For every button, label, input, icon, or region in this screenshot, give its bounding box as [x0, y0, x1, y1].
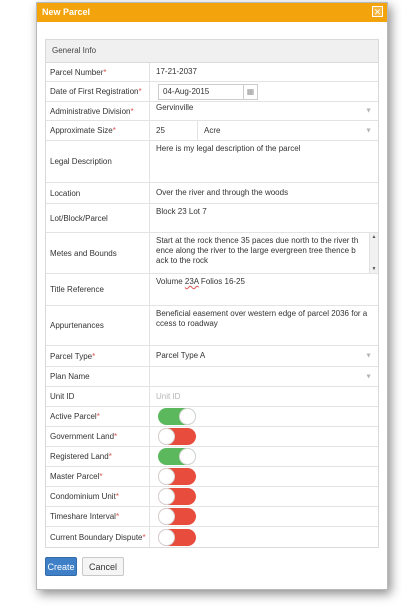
create-button[interactable]: Create	[45, 557, 77, 576]
toggle-cell	[150, 487, 378, 506]
appurtenances-label: Appurtenances	[46, 306, 150, 345]
first-registration-field	[150, 82, 378, 101]
parcel-number-input[interactable]: 17-21-2037	[156, 67, 197, 76]
toggle-label: Government Land *	[46, 427, 150, 446]
toggle-label: Timeshare Interval *	[46, 507, 150, 526]
registered-land-toggle[interactable]	[158, 448, 196, 465]
chevron-down-icon: ▼	[365, 352, 372, 360]
close-icon[interactable]: ✕	[373, 7, 382, 17]
approx-size-label: Approximate Size *	[46, 121, 150, 140]
plan-name-label: Plan Name	[46, 367, 150, 386]
metes-bounds-row	[46, 233, 378, 274]
toggle-label: Registered Land *	[46, 447, 150, 466]
toggle-row-government-land	[46, 427, 378, 447]
approx-size-field	[150, 121, 378, 140]
toggle-label: Current Boundary Dispute *	[46, 527, 150, 547]
chevron-down-icon: ▼	[365, 373, 372, 380]
spellcheck-mark: 23A	[184, 277, 199, 286]
admin-division-select[interactable]: Gervinville ▼	[156, 103, 372, 115]
admin-division-row	[46, 102, 378, 121]
parcel-number-label: Parcel Number *	[46, 63, 150, 81]
scroll-down-icon[interactable]: ▼	[371, 266, 377, 272]
toggle-cell	[150, 407, 378, 426]
approx-size-input[interactable]: 25	[150, 121, 198, 140]
first-registration-label: Date of First Registration *	[46, 82, 150, 101]
timeshare-interval-toggle[interactable]	[158, 508, 196, 525]
location-label: Location	[46, 183, 150, 203]
size-unit-select[interactable]: Acre ▼	[204, 125, 372, 135]
toggle-row-timeshare-interval	[46, 507, 378, 527]
parcel-type-row	[46, 346, 378, 367]
calendar-icon[interactable]: ▦	[244, 84, 258, 100]
unit-id-input[interactable]: Unit ID	[156, 391, 181, 401]
unit-id-label: Unit ID	[46, 387, 150, 406]
toggle-cell	[150, 527, 378, 547]
parcel-number-row	[46, 63, 378, 82]
toggle-list	[46, 407, 378, 547]
lot-block-parcel-label: Lot/Block/Parcel	[46, 204, 150, 232]
toggle-knob	[158, 529, 175, 546]
metes-bounds-textarea[interactable]: Start at the rock thence 35 paces due north to the river th ence along the river to the large evergreen tree thence b ack to the rock ▲ ▼	[156, 234, 377, 272]
toggle-row-condominium-unit	[46, 487, 378, 507]
toggle-knob	[158, 428, 175, 445]
metes-bounds-label: Metes and Bounds	[46, 233, 150, 273]
lot-block-parcel-row	[46, 204, 378, 233]
toggle-cell	[150, 507, 378, 526]
admin-division-label: Administrative Division *	[46, 102, 150, 120]
lot-block-parcel-textarea[interactable]: Block 23 Lot 7	[156, 207, 207, 216]
toggle-row-registered-land	[46, 447, 378, 467]
toggle-label: Condominium Unit *	[46, 487, 150, 506]
condominium-unit-toggle[interactable]	[158, 488, 196, 505]
plan-name-row	[46, 367, 378, 387]
new-parcel-dialog	[36, 2, 388, 590]
toggle-label: Active Parcel *	[46, 407, 150, 426]
scroll-up-icon[interactable]: ▲	[371, 234, 377, 240]
cancel-button[interactable]: Cancel	[82, 557, 124, 576]
title-reference-textarea[interactable]: Volume 23A Folios 16-25	[156, 277, 245, 286]
boundary-dispute-toggle[interactable]	[158, 529, 196, 546]
dialog-footer	[45, 557, 124, 576]
toggle-knob	[158, 488, 175, 505]
dialog-titlebar	[37, 3, 387, 22]
toggle-cell	[150, 467, 378, 486]
dialog-title: New Parcel	[42, 7, 91, 17]
legal-description-row	[46, 141, 378, 183]
toggle-cell	[150, 447, 378, 466]
approx-size-row	[46, 121, 378, 141]
government-land-toggle[interactable]	[158, 428, 196, 445]
toggle-row-active-parcel	[46, 407, 378, 427]
general-info-panel	[45, 39, 379, 548]
toggle-knob	[179, 408, 196, 425]
toggle-label: Master Parcel *	[46, 467, 150, 486]
master-parcel-toggle[interactable]	[158, 468, 196, 485]
location-input[interactable]: Over the river and through the woods	[156, 188, 289, 197]
legal-description-textarea[interactable]: Here is my legal description of the parcel	[156, 144, 301, 153]
toggle-knob	[158, 468, 175, 485]
appurtenances-row	[46, 306, 378, 346]
parcel-type-label: Parcel Type *	[46, 346, 150, 366]
section-heading: General Info	[46, 40, 378, 63]
chevron-down-icon: ▼	[365, 127, 372, 134]
appurtenances-textarea[interactable]: Beneficial easement over western edge of parcel 2036 for a ccess to roadway	[156, 309, 368, 328]
plan-name-select[interactable]	[150, 367, 378, 386]
chevron-down-icon: ▼	[365, 107, 372, 115]
unit-id-row	[46, 387, 378, 407]
title-reference-row	[46, 274, 378, 306]
location-row	[46, 183, 378, 204]
parcel-type-select[interactable]: Parcel Type A ▼	[156, 351, 372, 360]
toggle-knob	[179, 448, 196, 465]
toggle-knob	[158, 508, 175, 525]
active-parcel-toggle[interactable]	[158, 408, 196, 425]
date-input[interactable]: 04-Aug-2015	[158, 84, 244, 100]
textarea-scrollbar[interactable]	[369, 233, 378, 273]
legal-description-label: Legal Description	[46, 141, 150, 182]
toggle-row-boundary-dispute	[46, 527, 378, 547]
first-registration-row	[46, 82, 378, 102]
toggle-cell	[150, 427, 378, 446]
toggle-row-master-parcel	[46, 467, 378, 487]
title-reference-label: Title Reference	[46, 274, 150, 305]
